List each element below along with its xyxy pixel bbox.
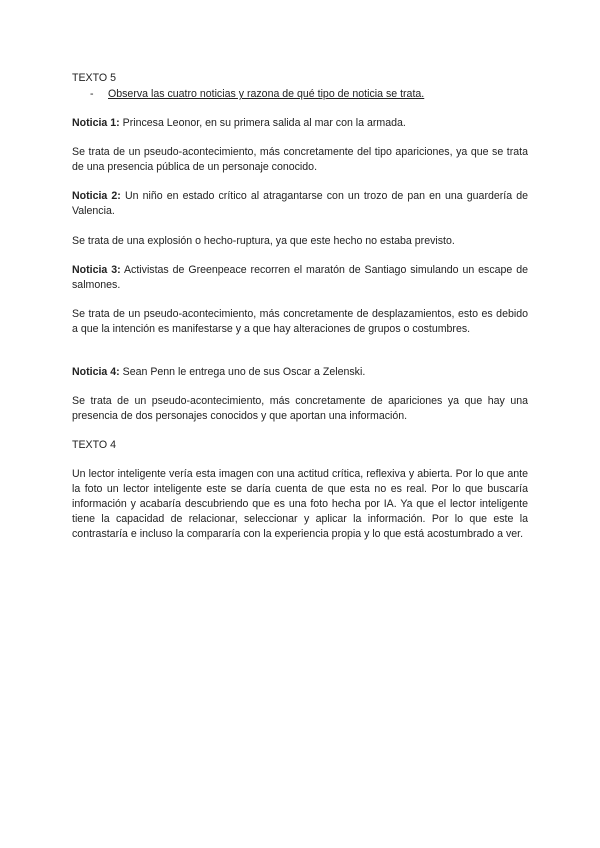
noticia-3-headline: [72, 263, 528, 293]
noticia-3-label: Noticia 3:: [72, 264, 121, 276]
noticia-1-label: Noticia 1:: [72, 117, 120, 129]
noticia-4-label: Noticia 4:: [72, 366, 120, 378]
noticia-2-headline: [72, 189, 528, 219]
noticia-1-headline: [72, 116, 528, 131]
noticia-4-text: Sean Penn le entrega uno de sus Oscar a Zelenski.: [119, 366, 366, 378]
instruction-item: [90, 87, 530, 102]
noticia-2-analysis: Se trata de una explosión o hecho-ruptura, ya que este hecho no estaba previsto.: [72, 235, 455, 247]
texto4-body: Un lector inteligente vería esta imagen con una actitud crítica, reflexiva y abierta. Por lo que ante la foto un lector inteligente este se daría cuenta de que esta no es real. Por lo que buscaría información y acabaría descubriendo que es una foto hecha por IA. Ya que el lector inteligente tiene la capacidad de relacionar, seleccionar y aplicar la información. Por lo que este la contrastaría e incluso la compararía con la experiencia propia y lo que está acostumbrado a ver.: [72, 468, 528, 540]
noticia-4-analysis: Se trata de un pseudo-acontecimiento, más concretamente de apariciones ya que hay una presencia de dos personajes conocidos y que aportan una información.: [72, 395, 528, 422]
noticia-3-analysis: Se trata de un pseudo-acontecimiento, más concretamente de desplazamientos, esto es debido a que la intención es manifestarse y a que hay alteraciones de grupos o costumbres.: [72, 308, 528, 335]
instruction-text: Observa las cuatro noticias y razona de qué tipo de noticia se trata.: [108, 88, 425, 100]
noticia-2-label: Noticia 2:: [72, 190, 121, 202]
noticia-4-headline: [72, 365, 528, 380]
noticia-2-text: Un niño en estado crítico al atragantarse con un trozo de pan en una guardería de Valencia.: [72, 190, 528, 217]
noticia-3-text: Activistas de Greenpeace recorren el maratón de Santiago simulando un escape de salmones.: [72, 264, 528, 291]
texto5-heading: TEXTO 5: [72, 72, 116, 84]
noticia-1-analysis: Se trata de un pseudo-acontecimiento, más concretamente del tipo apariciones, ya que se trata de una presencia pública de un personaje conocido.: [72, 146, 528, 173]
noticia-1-text: Princesa Leonor, en su primera salida al mar con la armada.: [119, 117, 406, 129]
texto4-heading: TEXTO 4: [72, 439, 116, 451]
bullet-dash: -: [90, 88, 94, 100]
